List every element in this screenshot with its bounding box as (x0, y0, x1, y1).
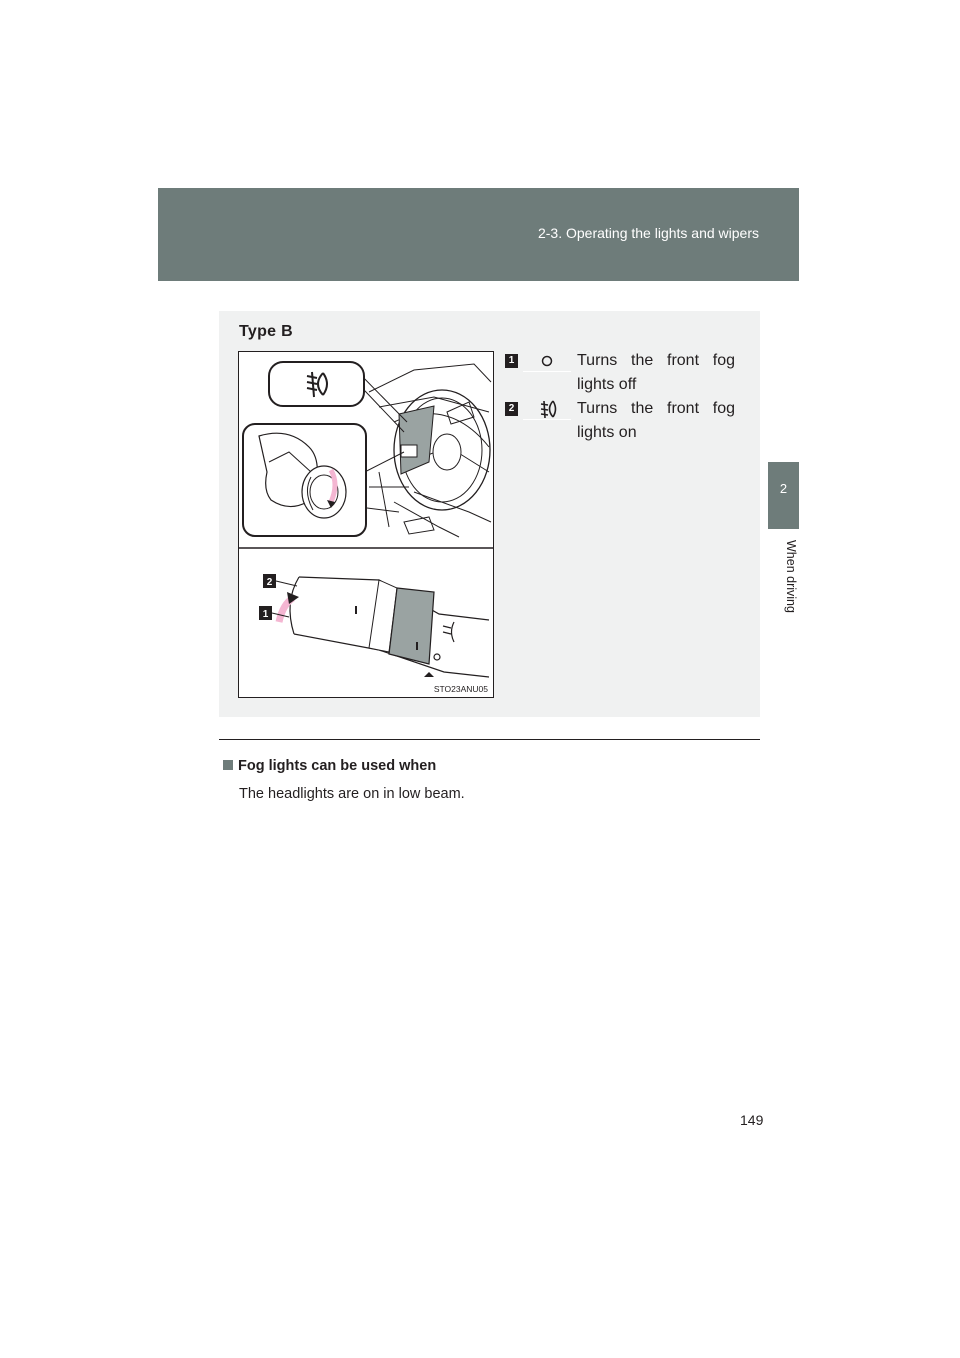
note-body: The headlights are on in low beam. (239, 786, 465, 802)
square-bullet-icon (223, 760, 233, 770)
hand-inset (243, 424, 366, 536)
note-heading (223, 758, 436, 774)
fog-light-switch-figure (238, 351, 494, 698)
chapter-tab (768, 462, 799, 529)
fog-symbol-inset (269, 362, 364, 406)
chapter-number: 2 (779, 481, 788, 496)
legend-text: Turns the front fog lights off (577, 352, 735, 393)
header-bar (158, 188, 799, 281)
callout-1-label: 1 (262, 609, 269, 620)
chapter-label: When driving (784, 540, 798, 613)
section-title: 2-3. Operating the lights and wipers (537, 225, 759, 241)
panel-title: Type B (239, 323, 293, 340)
page-number: 149 (740, 1112, 764, 1128)
note-heading-text: Fog lights can be used when (238, 758, 437, 774)
callout-2-label: 2 (266, 577, 273, 588)
section-divider (219, 739, 760, 740)
type-b-panel (219, 311, 760, 717)
off-circle-icon (523, 351, 571, 372)
figure-code: STO23ANU05 (433, 684, 488, 694)
legend-number: 1 (505, 354, 518, 368)
stalk-detail (279, 577, 489, 677)
callout-2 (263, 574, 297, 588)
legend-text: Turns the front fog lights on (577, 400, 735, 441)
front-fog-light-icon (523, 399, 571, 420)
switch-illustration (239, 352, 493, 697)
stalk-highlight (399, 406, 434, 474)
legend-number: 2 (505, 402, 518, 416)
